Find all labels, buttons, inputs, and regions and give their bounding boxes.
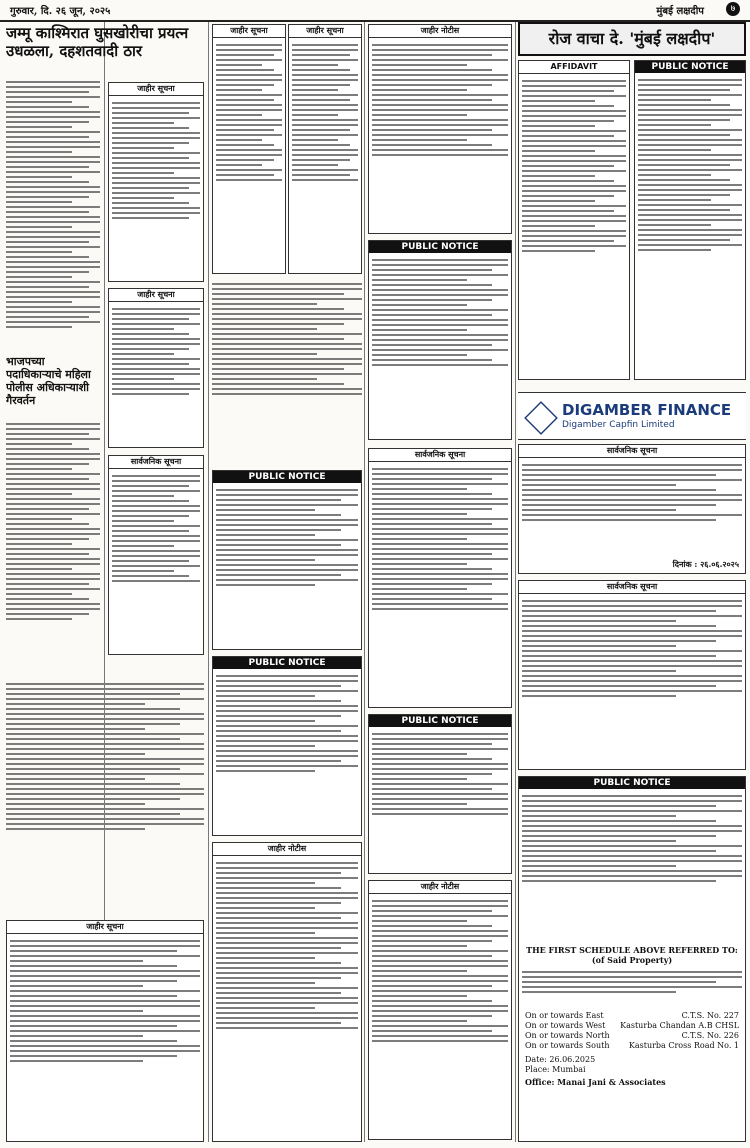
affidavit-box (518, 60, 630, 380)
schedule-place: Place: Mumbai (525, 1065, 586, 1074)
second-body (6, 420, 100, 670)
story-body (6, 680, 204, 912)
notice-title: जाहीर सूचना (109, 83, 203, 96)
schedule-table (519, 1011, 745, 1051)
notice-title: जाहीर नोटीस (213, 843, 361, 856)
notice-box (368, 240, 512, 440)
notice-box (634, 60, 746, 380)
notice-box (368, 880, 512, 1140)
notice-title: सार्वजनिक सूचना (519, 581, 745, 594)
schedule-row: On or towards West Kasturba Chandan A.B CHSL (525, 1021, 739, 1030)
notice-title: PUBLIC NOTICE (369, 241, 511, 253)
schedule-row: On or towards North C.T.S. No. 226 (525, 1031, 739, 1040)
notice-title: PUBLIC NOTICE (369, 715, 511, 727)
schedule-title: THE FIRST SCHEDULE ABOVE REFERRED TO: (526, 945, 738, 955)
second-title: भाजपच्या पदाधिकाऱ्याचे महिला पोलीस अधिकाऱ्याशी गैरवर्तन (6, 355, 91, 407)
finance-name: DIGAMBER FINANCE (562, 401, 732, 419)
notice-title: PUBLIC NOTICE (635, 61, 745, 73)
notice-title: जाहीर नोटीस (369, 25, 511, 38)
page-header (0, 0, 750, 22)
notice-box (368, 24, 512, 234)
notice-title: सार्वजनिक सूचना (109, 456, 203, 469)
notice-box (368, 448, 512, 708)
notice-title: जाहीर सूचना (109, 289, 203, 302)
notice-title: सार्वजनिक सूचना (369, 449, 511, 462)
notice-box (368, 714, 512, 874)
notice-box (518, 580, 746, 770)
notice-box (108, 82, 204, 282)
notice-title: जाहीर सूचना (289, 25, 361, 38)
finance-sub: Digamber Capfin Limited (562, 420, 675, 430)
notice-box (518, 776, 746, 1142)
notice-title: PUBLIC NOTICE (519, 777, 745, 789)
notice-box (212, 470, 362, 650)
notice-box (6, 920, 204, 1142)
notice-box (212, 24, 286, 274)
masthead: मुंबई लक्षदीप (656, 6, 704, 17)
notice-body (212, 280, 362, 464)
notice-title: PUBLIC NOTICE (213, 657, 361, 669)
lead-title: जम्मू काश्मिरात घुसखोरीचा प्रयत्न उधळला, दहशतवादी ठार (6, 24, 189, 60)
notice-title: जाहीर नोटीस (369, 881, 511, 894)
schedule-subtitle: (of Said Property) (591, 955, 673, 965)
notice-title: सार्वजनिक सूचना (519, 445, 745, 458)
finance-date: दिनांक : २६.०६.२०२५ (672, 559, 739, 569)
column-rule (515, 22, 516, 1142)
schedule-row: On or towards East C.T.S. No. 227 (525, 1011, 739, 1020)
issue-date: गुरुवार, दि. २६ जून, २०२५ (10, 6, 111, 17)
column-rule (208, 22, 209, 1142)
notice-title: AFFIDAVIT (519, 61, 629, 74)
page-number: ७ (726, 2, 740, 16)
lead-headline (6, 24, 202, 74)
promo-banner: रोज वाचा दे. 'मुंबई लक्षदीप' (518, 22, 746, 56)
notice-box (288, 24, 362, 274)
notice-title: PUBLIC NOTICE (213, 471, 361, 483)
column-rule (364, 22, 365, 1142)
finance-logo (518, 392, 746, 440)
finance-notice (518, 444, 746, 574)
second-headline (6, 355, 100, 415)
schedule-date: Date: 26.06.2025 (525, 1055, 596, 1064)
schedule-office: Office: Manai Jani & Associates (525, 1077, 666, 1087)
notice-box (108, 455, 204, 655)
lead-body-col1 (6, 78, 100, 348)
notice-box (212, 656, 362, 836)
schedule-row: On or towards South Kasturba Cross Road No. 1 (525, 1041, 739, 1050)
diamond-logo-icon (524, 401, 558, 435)
notice-box (212, 842, 362, 1142)
notice-box (108, 288, 204, 448)
notice-title: जाहीर सूचना (7, 921, 203, 934)
notice-title: जाहीर सूचना (213, 25, 285, 38)
